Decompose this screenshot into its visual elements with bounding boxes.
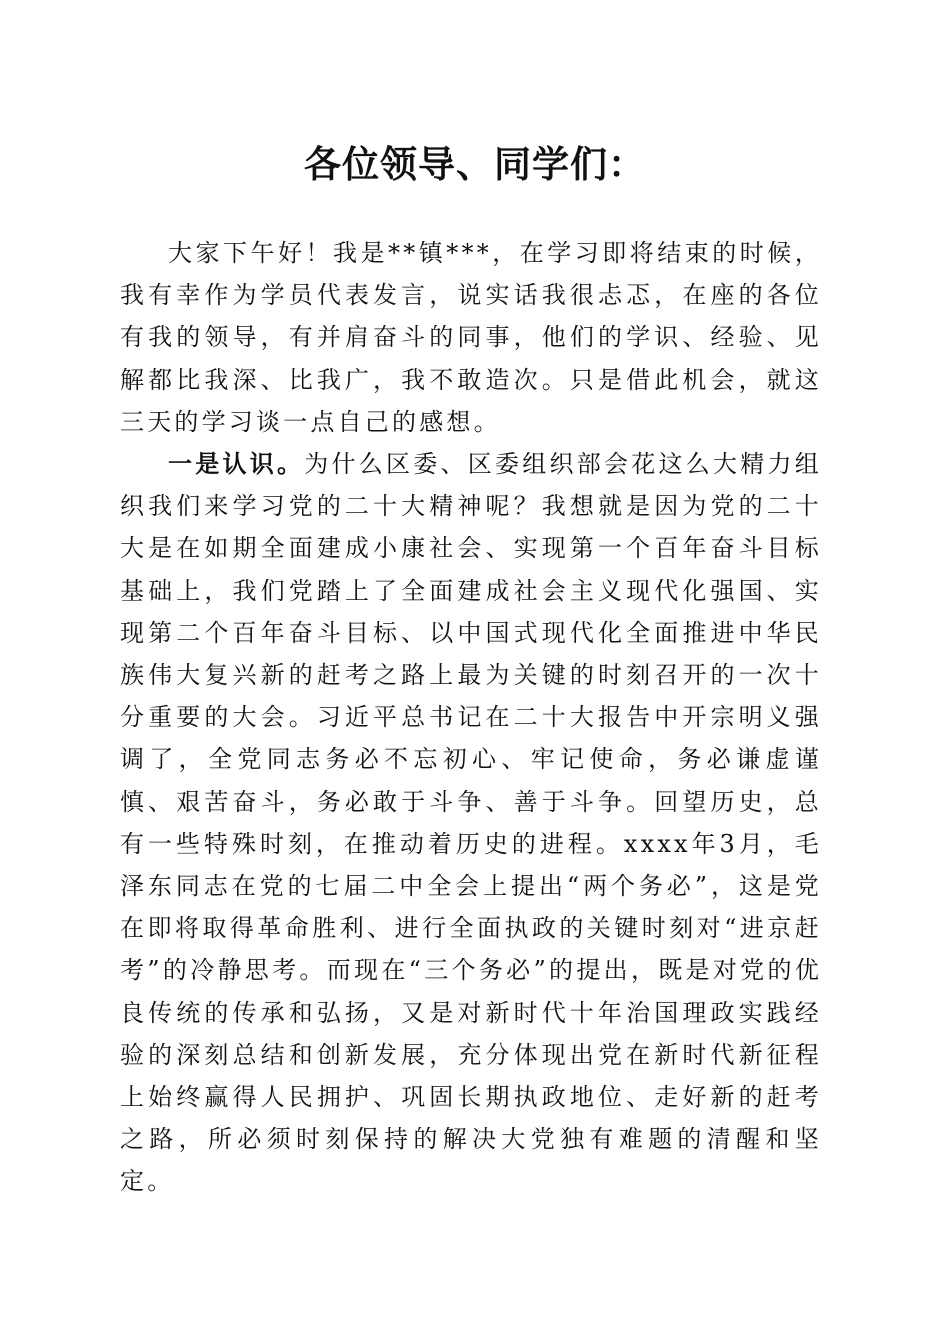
paragraph-understanding [120,443,822,1203]
paragraph-lead-heading: 一是认识。 [168,449,305,479]
paragraph-greeting-text: 大家下午好！我是**镇***，在学习即将结束的时候，我有幸作为学员代表发言，说实话我很忐忑，在座的各位有我的领导，有并肩奋斗的同事，他们的学识、经验、见解都比我深、比我广，我不敢造次。只是借此机会，就这三天的学习谈一点自己的感想。 [120,239,822,436]
paragraph-greeting [120,232,822,443]
document-body [120,232,822,1203]
paragraph-understanding-text: 为什么区委、区委组织部会花这么大精力组织我们来学习党的二十大精神呢？我想就是因为党的二十大是在如期全面建成小康社会、实现第一个百年奋斗目标基础上，我们党踏上了全面建成社会主义现代化强国、实现第二个百年奋斗目标、以中国式现代化全面推进中华民族伟大复兴新的赶考之路上最为关键的时刻召开的一次十分重要的大会。习近平总书记在二十大报告中开宗明义强调了，全党同志务必不忘初心、牢记使命，务必谦虚谨慎、艰苦奋斗，务必敢于斗争、善于斗争。回望历史，总有一些特殊时刻，在推动着历史的进程。xxxx年3月，毛泽东同志在党的七届二中全会上提出“两个务必”，这是党在即将取得革命胜利、进行全面执政的关键时刻对“进京赶考”的冷静思考。而现在“三个务必”的提出，既是对党的优良传统的传承和弘扬，又是对新时代十年治国理政实践经验的深刻总结和创新发展，充分体现出党在新时代新征程上始终赢得人民拥护、巩固长期执政地位、走好新的赶考之路，所必须时刻保持的解决大党独有难题的清醒和坚定。 [120,450,822,1196]
document-title: 各位领导、同学们： [304,142,646,186]
